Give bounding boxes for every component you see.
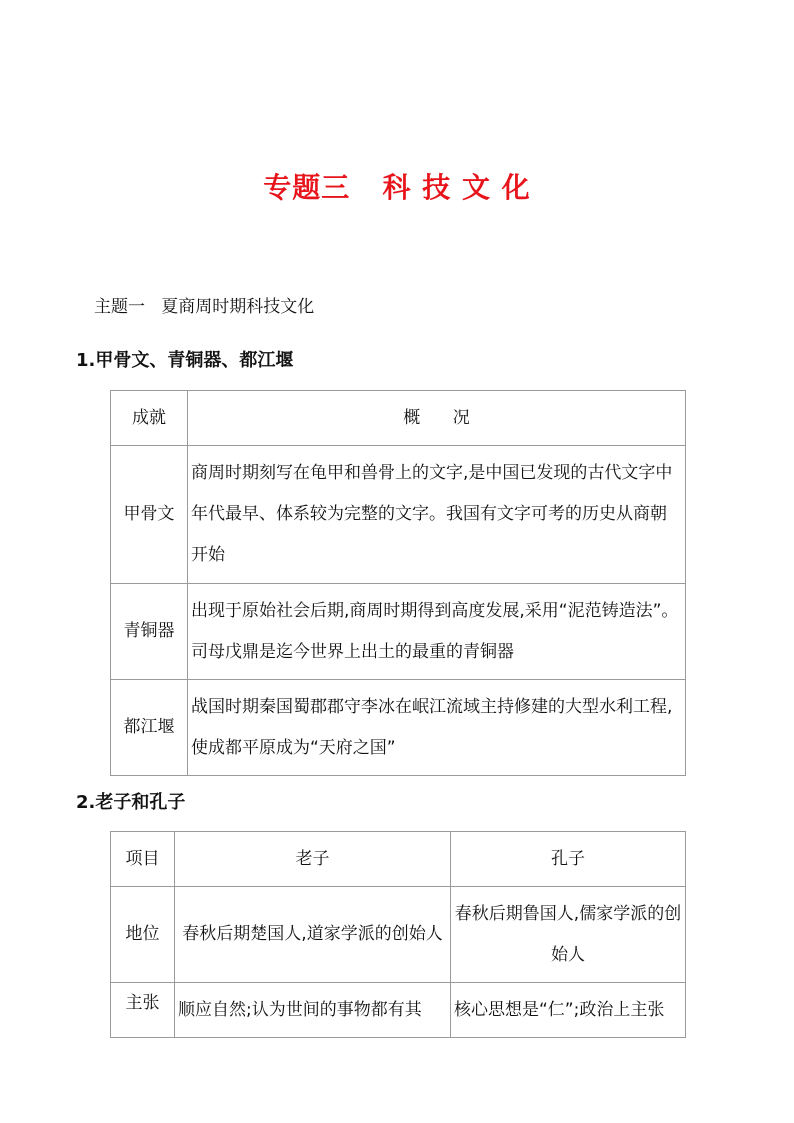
table-row bbox=[111, 584, 686, 680]
row-name: 地位 bbox=[111, 887, 175, 983]
header-laozi: 老子 bbox=[175, 832, 451, 887]
header-overview: 概 况 bbox=[188, 391, 686, 446]
row-name: 青铜器 bbox=[111, 584, 188, 680]
topic-subtitle: 主题一 夏商周时期科技文化 bbox=[94, 297, 315, 317]
table-row bbox=[111, 446, 686, 584]
header-kongzi: 孔子 bbox=[451, 832, 686, 887]
header-achievement: 成就 bbox=[111, 391, 188, 446]
laozi-cell: 顺应自然;认为世间的事物都有其 bbox=[175, 983, 451, 1038]
row-text: 商周时期刻写在龟甲和兽骨上的文字,是中国已发现的古代文字中年代最早、体系较为完整的文字。我国有文字可考的历史从商朝开始 bbox=[188, 446, 686, 584]
row-name: 都江堰 bbox=[111, 680, 188, 776]
table-row bbox=[111, 983, 686, 1038]
row-name: 甲骨文 bbox=[111, 446, 188, 584]
row-text: 战国时期秦国蜀郡郡守李冰在岷江流域主持修建的大型水利工程,使成都平原成为“天府之国” bbox=[188, 680, 686, 776]
section-1-heading: 1.甲骨文、青铜器、都江堰 bbox=[76, 350, 294, 371]
kongzi-cell: 核心思想是“仁”;政治上主张 bbox=[451, 983, 686, 1038]
row-name: 主张 bbox=[111, 983, 175, 1038]
row-text: 出现于原始社会后期,商周时期得到高度发展,采用“泥范铸造法”。司母戊鼎是迄今世界上出土的最重的青铜器 bbox=[188, 584, 686, 680]
table-header-row bbox=[111, 832, 686, 887]
section-2-heading: 2.老子和孔子 bbox=[76, 792, 186, 813]
laozi-kongzi-table bbox=[110, 831, 686, 1038]
header-item: 项目 bbox=[111, 832, 175, 887]
table-header-row bbox=[111, 391, 686, 446]
kongzi-cell: 春秋后期鲁国人,儒家学派的创始人 bbox=[451, 887, 686, 983]
table-row bbox=[111, 887, 686, 983]
oracle-bronze-dujiangyan-table bbox=[110, 390, 686, 776]
laozi-cell: 春秋后期楚国人,道家学派的创始人 bbox=[175, 887, 451, 983]
page-title: 专题三 科 技 文 化 bbox=[263, 171, 531, 204]
table-row bbox=[111, 680, 686, 776]
